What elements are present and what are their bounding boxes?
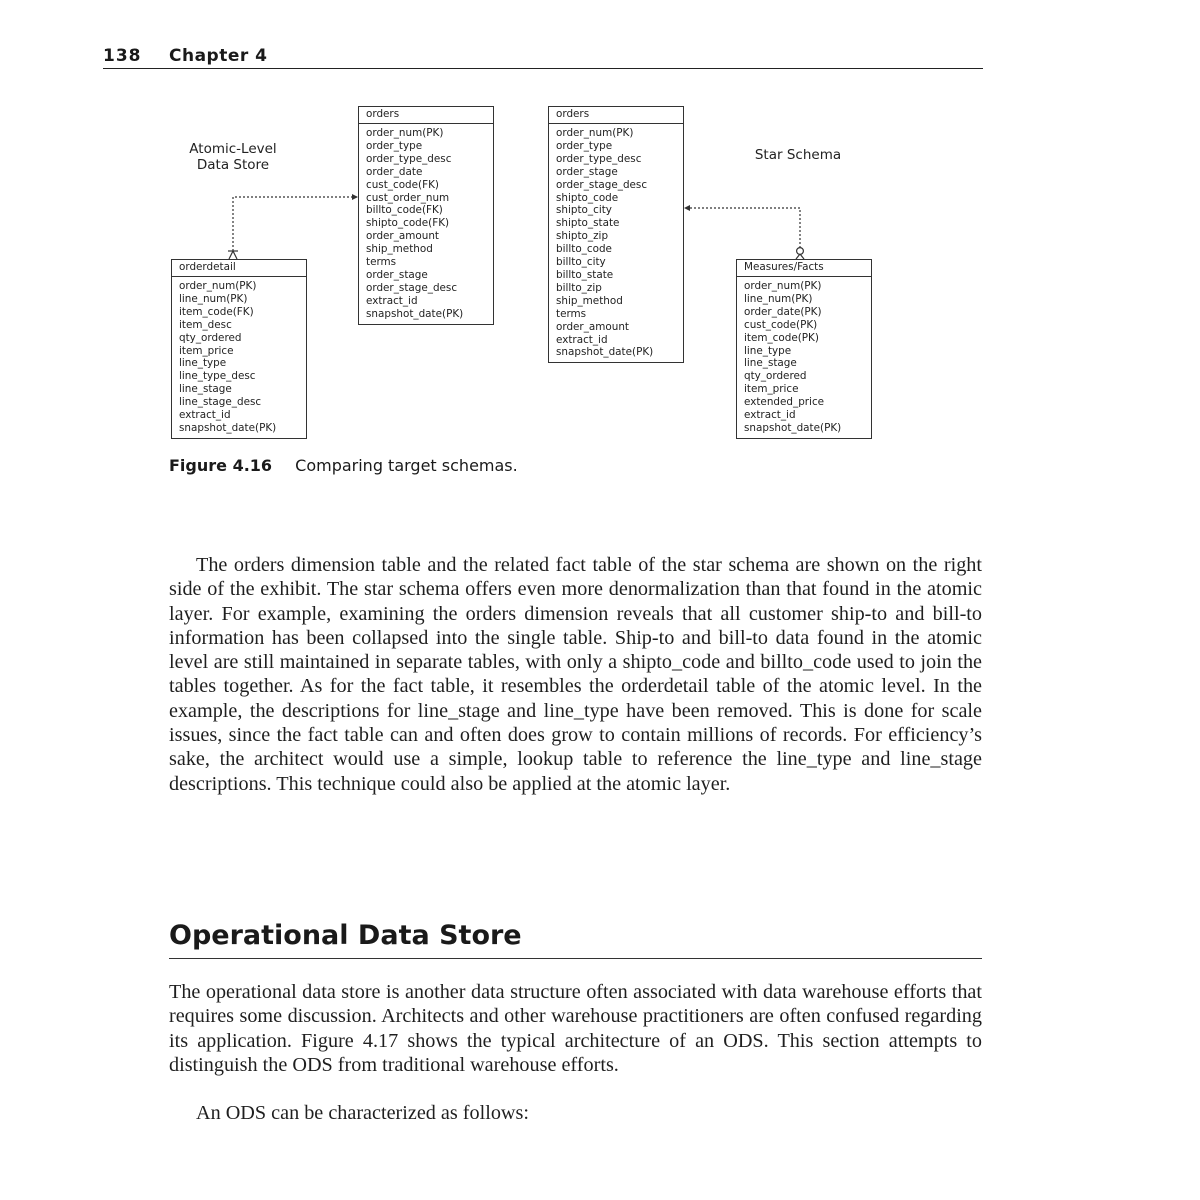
table-field: order_num(PK): [179, 280, 257, 292]
table-fields: [737, 277, 871, 438]
table-field: order_amount: [556, 320, 629, 333]
table-field: order_num(PK): [744, 280, 822, 292]
arrow-head-star: [684, 205, 690, 211]
atomic-level-label: [172, 141, 294, 173]
table-name: orderdetail: [172, 260, 306, 277]
table-field: order_stage: [366, 268, 428, 281]
table-field: billto_city: [556, 256, 606, 269]
section-heading: Operational Data Store: [169, 920, 982, 959]
orders-star-table: [548, 106, 684, 363]
table-field: shipto_state: [556, 217, 620, 230]
measures-facts-table: [736, 259, 872, 439]
table-field: order_type: [366, 139, 423, 152]
table-field: line_type: [179, 357, 227, 370]
table-field: line_stage: [744, 357, 797, 370]
table-field: shipto_code(FK): [366, 217, 450, 230]
table-field: terms: [366, 256, 397, 269]
table-field: item_code(PK): [744, 331, 819, 344]
table-field: billto_state: [556, 268, 614, 281]
table-fields: [359, 124, 493, 324]
paragraph-star-schema: The orders dimension table and the related fact table of the star schema are shown on the right side of the exhibit. The star schema offers even more denormalization than that found in the atomic layer. For example, examining the orders dimension reveals that all customer ship-to and bill-to information has been collapsed into the single table. Ship-to and bill-to data found in the atomic level are still maintained in separate tables, with only a shipto_code and billto_code used to join the tables together. As for the fact table, it resembles the orderdetail table of the atomic level. In the example, the descriptions for line_stage and line_type have been removed. This is done for scale issues, since the fact table can and often does grow to contain millions of records. For efficiency’s sake, the architect would use a simple, lookup table to reference the line_type and line_stage descriptions. This technique could also be applied at the atomic layer.: [169, 554, 982, 795]
crowfoot-atomic: [228, 251, 238, 259]
table-field: line_type: [744, 344, 792, 357]
table-field: order_amount: [366, 230, 439, 243]
table-field: item_price: [744, 383, 799, 396]
table-field: extract_id: [179, 409, 231, 422]
connector-atomic: [233, 197, 357, 252]
table-field: line_stage: [179, 383, 232, 396]
table-field: extract_id: [556, 333, 608, 346]
table-field: item_price: [179, 344, 234, 357]
table-field: ship_method: [366, 243, 433, 256]
table-field: extended_price: [744, 396, 825, 409]
table-field: billto_zip: [556, 281, 602, 294]
paragraph-ods-intro: The operational data store is another data structure often associated with data warehouse efforts that requires some discussion. Architects and other warehouse practitioners are often confused regarding its application. Figure 4.17 shows the typical architecture of an ODS. This section attempts to distinguish the ODS from traditional warehouse efforts.: [169, 981, 982, 1076]
table-field: cust_code(FK): [366, 178, 439, 191]
table-field: cust_code(PK): [744, 318, 818, 331]
table-name: Measures/Facts: [737, 260, 871, 277]
orderdetail-table: [171, 259, 307, 439]
table-field: order_type_desc: [556, 152, 642, 165]
table-field: order_date: [366, 165, 423, 178]
table-field: billto_code(FK): [366, 204, 443, 217]
orders-atomic-table: [358, 106, 494, 325]
connector-star: [686, 208, 800, 248]
table-field: qty_ordered: [179, 331, 242, 344]
table-field: snapshot_date(PK): [179, 421, 277, 434]
star-schema-label: Star Schema: [754, 147, 842, 163]
table-field: order_type: [556, 139, 613, 152]
chapter-title: Chapter 4: [169, 46, 268, 66]
table-field: ship_method: [556, 294, 623, 307]
table-field: snapshot_date(PK): [366, 307, 464, 320]
table-field: line_stage_desc: [179, 396, 262, 409]
figure-caption-text: Comparing target schemas.: [295, 456, 518, 475]
table-fields: [549, 124, 683, 362]
atomic-label-line2: Data Store: [196, 157, 270, 173]
connector-circle-star: [797, 248, 804, 255]
table-field: order_stage: [556, 165, 618, 178]
table-field: snapshot_date(PK): [744, 421, 842, 434]
table-field: shipto_zip: [556, 230, 609, 243]
table-field: order_num(PK): [556, 127, 634, 139]
page-number: 138: [103, 46, 142, 66]
table-field: cust_order_num: [366, 191, 450, 204]
table-field: line_type_desc: [179, 370, 256, 383]
table-field: terms: [556, 307, 587, 320]
table-field: order_type_desc: [366, 152, 452, 165]
table-fields: [172, 277, 306, 438]
figure-caption: [169, 456, 518, 475]
table-field: order_date(PK): [744, 305, 822, 318]
table-field: item_desc: [179, 318, 232, 331]
table-field: qty_ordered: [744, 370, 807, 383]
table-field: order_stage_desc: [556, 178, 648, 191]
table-field: line_num(PK): [744, 292, 813, 305]
table-name: orders: [549, 107, 683, 124]
table-field: order_num(PK): [366, 127, 444, 139]
figure-number: Figure 4.16: [169, 456, 273, 475]
paragraph-ods-characterized: An ODS can be characterized as follows:: [196, 1102, 529, 1124]
table-field: extract_id: [744, 409, 796, 422]
table-field: order_stage_desc: [366, 281, 458, 294]
table-field: snapshot_date(PK): [556, 346, 654, 359]
table-name: orders: [359, 107, 493, 124]
table-field: shipto_code: [556, 191, 619, 204]
table-field: shipto_city: [556, 204, 612, 217]
table-field: billto_code: [556, 243, 612, 256]
atomic-label-line1: Atomic-Level: [189, 141, 277, 157]
table-field: line_num(PK): [179, 292, 248, 305]
table-field: extract_id: [366, 294, 418, 307]
table-field: item_code(FK): [179, 305, 254, 318]
